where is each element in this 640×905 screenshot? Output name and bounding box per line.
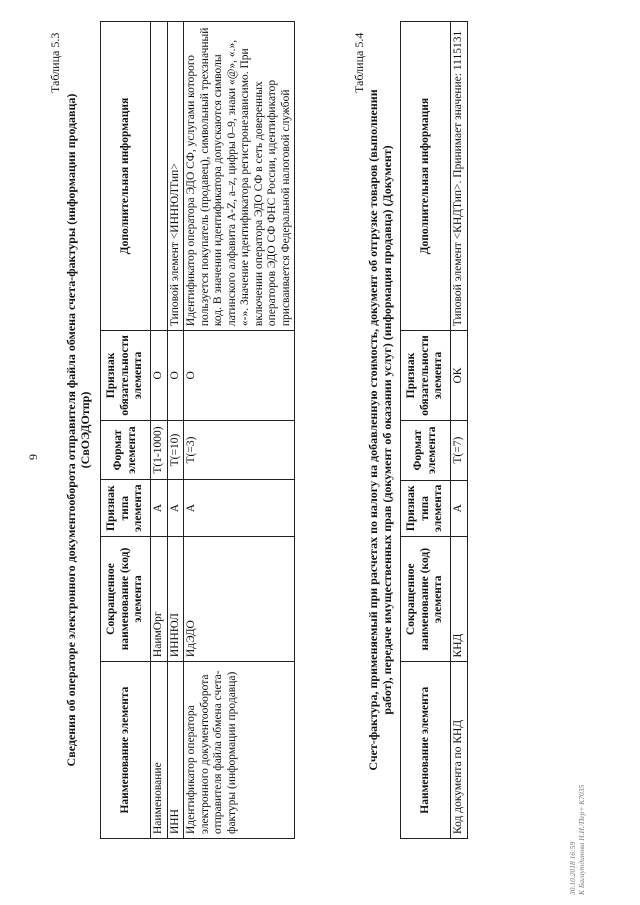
column-header-info: Дополнительная информация bbox=[401, 22, 451, 331]
table-header-row bbox=[101, 22, 151, 839]
scan-stamp-signer: К Багаутдинова Н.И./Пер+ К7035 bbox=[577, 784, 586, 895]
column-header-code: Сокращенное наименование (код) элемента bbox=[401, 537, 451, 662]
table-5-4-label: Таблица 5.4 bbox=[352, 32, 366, 93]
table-row bbox=[167, 22, 184, 839]
column-header-required: Признак обязательности элемента bbox=[101, 331, 151, 421]
column-header-type: Признак типа элемента bbox=[401, 480, 451, 536]
cell-format: T(1-1000) bbox=[151, 420, 168, 480]
table-5-3-title-line2: (СвОЭДОтпр) bbox=[78, 391, 92, 469]
cell-name: Идентификатор оператора электронного документооборота отправителя файла обмена счета-фактуры (информации продавца) bbox=[184, 662, 295, 839]
table-5-4-title-line2: работ), передаче имущественных прав (документ об оказании услуг) (информация продавца) (Документ) bbox=[380, 145, 394, 715]
cell-type: А bbox=[184, 480, 295, 536]
column-header-type: Признак типа элемента bbox=[101, 480, 151, 536]
table-row bbox=[184, 22, 295, 839]
cell-required: О bbox=[184, 331, 295, 421]
cell-info: Идентификатор оператора ЭДО СФ, услугами которого пользуется покупатель (продавец), символьный трехзначный код. В значении идентификатора допускаются символы латинского алфавита A-Z, a–z, цифры 0–9, знаки «@», «.», «-». Значение идентификатора регистронезависимо. При включении оператора ЭДО СФ в сеть доверенных операторов ЭДО СФ ФНС России, идентификатор присваивается Федеральной налоговой службой bbox=[184, 22, 295, 331]
column-header-name: Наименование элемента bbox=[101, 662, 151, 839]
column-header-format: Формат элемента bbox=[401, 420, 451, 480]
table-5-4 bbox=[400, 21, 468, 839]
scan-stamp-date: 30.10.2018 16:59 bbox=[568, 841, 577, 895]
cell-format: T(=3) bbox=[184, 420, 295, 480]
cell-name: ИНН bbox=[167, 662, 184, 839]
cell-required: О bbox=[167, 331, 184, 421]
cell-code: НаимОрг bbox=[151, 536, 168, 661]
cell-required: О bbox=[151, 331, 168, 421]
table-5-3-label: Таблица 5.3 bbox=[48, 32, 62, 93]
column-header-code: Сокращенное наименование (код) элемента bbox=[101, 536, 151, 661]
table-5-3-title-line1: Сведения об операторе электронного документооборота отправителя файла обмена счета-фактуры (информации продавца) bbox=[64, 93, 78, 767]
table-5-3 bbox=[100, 21, 295, 839]
cell-required: ОК bbox=[451, 331, 468, 421]
column-header-format: Формат элемента bbox=[101, 420, 151, 480]
cell-format: T(=7) bbox=[451, 420, 468, 480]
cell-name: Наименование bbox=[151, 662, 168, 839]
cell-format: T(=10) bbox=[167, 420, 184, 480]
scan-stamp bbox=[568, 785, 586, 895]
cell-type: А bbox=[167, 480, 184, 536]
table-5-4-title-line1: Счет-фактура, применяемый при расчетах по налогу на добавленную стоимость, документ об отгрузке товаров (выполнении bbox=[366, 89, 380, 771]
column-header-name: Наименование элемента bbox=[401, 662, 451, 839]
table-5-3-title bbox=[64, 15, 92, 845]
cell-type: А bbox=[151, 480, 168, 536]
table-header-row bbox=[401, 22, 451, 839]
column-header-required: Признак обязательности элемента bbox=[401, 331, 451, 421]
cell-code: ИдЭДО bbox=[184, 536, 295, 661]
cell-code: ИННЮЛ bbox=[167, 536, 184, 661]
column-header-info: Дополнительная информация bbox=[101, 22, 151, 331]
cell-info bbox=[151, 22, 168, 331]
cell-info: Типовой элемент <ИННЮЛТип> bbox=[167, 22, 184, 331]
cell-name: Код документа по КНД bbox=[451, 662, 468, 839]
cell-info: Типовой элемент <КНДТип>. Принимает значение: 1115131 bbox=[451, 22, 468, 331]
page-number: 9 bbox=[26, 454, 40, 460]
table-5-4-title bbox=[366, 25, 394, 835]
table-row bbox=[151, 22, 168, 839]
cell-type: А bbox=[451, 480, 468, 536]
table-row bbox=[451, 22, 468, 839]
cell-code: КНД bbox=[451, 537, 468, 662]
